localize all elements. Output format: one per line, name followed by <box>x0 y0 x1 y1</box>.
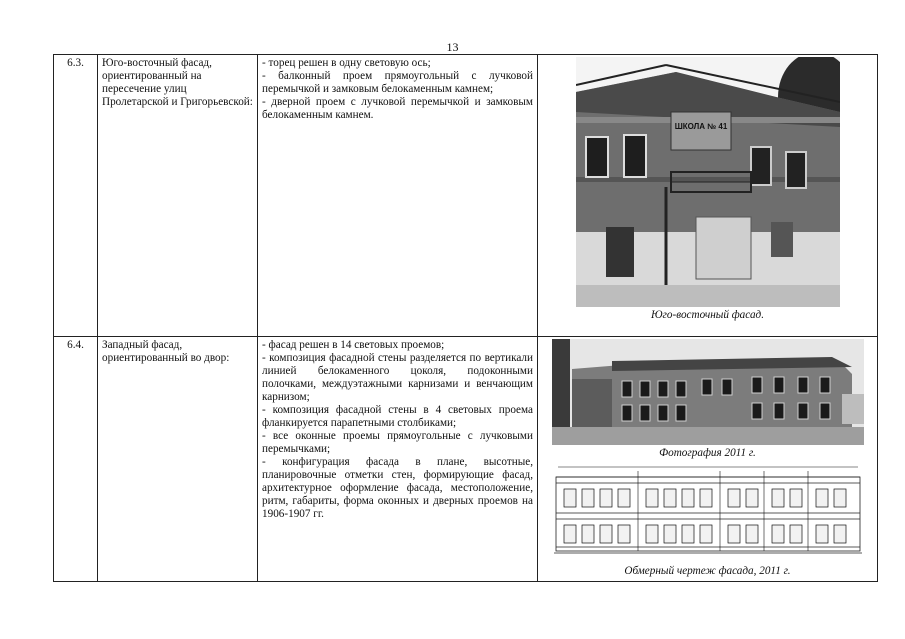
photo-caption: Фотография 2011 г. <box>659 447 756 459</box>
description-item: - композиция фасадной стены разделяется по вертикали линией белокаменного цоколя, подоконными полочками, междуэтажными карнизами и венчающим карнизом; <box>262 352 533 403</box>
facade-description <box>258 337 538 582</box>
description-item: - торец решен в одну световую ось; <box>262 57 431 69</box>
description-item: - балконный проем прямоугольный с лучковой перемычкой и замковым белокаменным камнем; <box>262 70 533 95</box>
description-item: - конфигурация фасада в плане, высотные, планировочные отметки стен, формирующие фасад, архитектурное оформление фасада, местоположение, ритм, габариты, форма оконных и дверных проемов на 1906-1907 гг. <box>262 456 533 520</box>
table-row <box>54 55 878 337</box>
page-number: 13 <box>446 40 459 54</box>
row-number: 6.3. <box>54 55 98 337</box>
description-item: - композиция фасадной стены в 4 световых проема фланкируется парапетными столбиками; <box>262 404 533 429</box>
row-number: 6.4. <box>54 337 98 582</box>
description-item: - все оконные проемы прямоугольные с лучковыми перемычками; <box>262 430 533 455</box>
specification-table <box>53 54 878 582</box>
facade-title: Западный фасад, ориентированный во двор: <box>98 337 258 582</box>
southeast-facade-photo <box>576 57 840 307</box>
description-item: - дверной проем с лучковой перемычкой и замковым белокаменным камнем. <box>262 96 533 121</box>
facade-description <box>258 55 538 337</box>
photo-caption: Юго-восточный фасад. <box>651 309 764 321</box>
image-cell <box>538 337 878 582</box>
west-facade-photo <box>552 339 864 445</box>
school-sign-text: ШКОЛА № 41 <box>674 122 727 131</box>
facade-title: Юго-восточный фасад, ориентированный на пересечение улиц Пролетарской и Григорьевской: <box>98 55 258 337</box>
table-row <box>54 337 878 582</box>
drawing-caption: Обмерный чертеж фасада, 2011 г. <box>624 565 791 577</box>
description-item: - фасад решен в 14 световых проемов; <box>262 339 445 351</box>
image-cell <box>538 55 878 337</box>
west-facade-measured-drawing <box>554 463 862 563</box>
